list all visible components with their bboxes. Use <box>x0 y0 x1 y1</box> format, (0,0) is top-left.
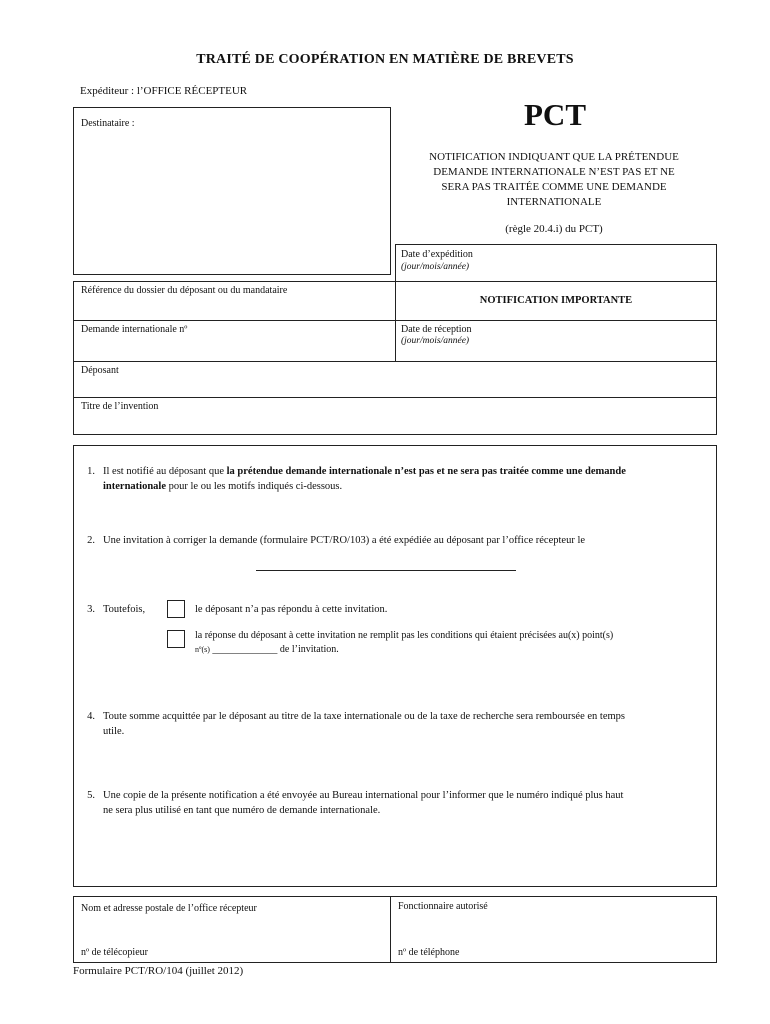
notice-title <box>395 150 713 210</box>
date-expedition-field[interactable] <box>395 244 717 282</box>
rule-reference: (règle 20.4.i) du PCT) <box>505 223 603 235</box>
item-4-text <box>103 709 711 739</box>
pct-heading: PCT <box>524 97 586 132</box>
notice-line: NOTIFICATION INDIQUANT QUE LA PRÉTENDUE <box>429 151 679 163</box>
item-1-pre: Il est notifié au déposant que <box>103 466 227 477</box>
item-4-line-1: Toute somme acquittée par le déposant au titre de la taxe internationale ou de la taxe de recherche sera remboursée en temps <box>103 711 625 722</box>
points-blank[interactable]: _____________ <box>212 644 278 655</box>
item-number: 2. <box>87 535 95 546</box>
invention-title-label: Titre de l’invention <box>81 401 159 412</box>
authorized-officer-field[interactable] <box>390 896 717 963</box>
application-number-label: Demande internationale nº <box>81 324 188 335</box>
item-number: 1. <box>87 466 95 477</box>
reply-insufficient-checkbox[interactable] <box>167 630 185 648</box>
points-label: nº(s) <box>195 645 210 654</box>
item-3-option-2 <box>195 629 705 657</box>
office-address-field[interactable] <box>73 896 391 963</box>
important-notice-cell <box>395 281 717 321</box>
phone-label: nº de téléphone <box>398 947 460 958</box>
item-1-bold-end: internationale <box>103 481 166 492</box>
item-number: 5. <box>87 790 95 801</box>
applicant-label: Déposant <box>81 365 119 376</box>
office-address-label: Nom et adresse postale de l’office récepteur <box>81 903 257 914</box>
recipient-label: Destinataire : <box>81 118 135 129</box>
item-5-line-2: ne sera plus utilisé en tant que numéro de demande internationale. <box>103 805 381 816</box>
form-title: TRAITÉ DE COOPÉRATION EN MATIÈRE DE BREVETS <box>196 52 574 67</box>
item-1-post: pour le ou les motifs indiqués ci-dessous. <box>166 481 343 492</box>
item-3-label: Toutefois, <box>103 604 146 615</box>
important-notice-label: NOTIFICATION IMPORTANTE <box>479 295 633 306</box>
authorized-officer-label: Fonctionnaire autorisé <box>398 901 488 912</box>
date-reception-field[interactable] <box>395 320 717 362</box>
application-number-field[interactable] <box>73 320 396 362</box>
item-4-line-2: utile. <box>103 726 125 737</box>
applicant-field[interactable] <box>73 361 717 398</box>
notice-line: DEMANDE INTERNATIONALE N’EST PAS ET NE <box>433 166 675 178</box>
item-number: 4. <box>87 711 95 722</box>
notification-body <box>73 445 717 887</box>
item-5-text <box>103 788 711 818</box>
item-number: 3. <box>87 604 95 615</box>
date-format-hint: (jour/mois/année) <box>401 336 470 346</box>
date-blank-line[interactable] <box>256 570 516 571</box>
reference-field[interactable] <box>73 281 396 321</box>
item-5-line-1: Une copie de la présente notification a été envoyée au Bureau international pour l’informer que le numéro indiqué plus haut <box>103 790 624 801</box>
item-3-option-2-a: la réponse du déposant à cette invitation ne remplit pas les conditions qui étaient précisées au(x) point(s) <box>195 630 614 641</box>
fax-label: nº de télécopieur <box>81 947 148 958</box>
item-3-option-2-b: de l’invitation. <box>279 644 339 655</box>
form-identifier: Formulaire PCT/RO/104 (juillet 2012) <box>73 965 244 977</box>
item-2-text: Une invitation à corriger la demande (formulaire PCT/RO/103) a été expédiée au déposant par l’office récepteur le <box>103 535 586 546</box>
no-reply-checkbox[interactable] <box>167 600 185 618</box>
item-3-option-1: le déposant n’a pas répondu à cette invitation. <box>195 604 388 615</box>
reference-label: Référence du dossier du déposant ou du mandataire <box>81 285 288 296</box>
sender-line: Expéditeur : l’OFFICE RÉCEPTEUR <box>80 85 248 97</box>
recipient-box[interactable] <box>73 107 391 275</box>
notice-line: INTERNATIONALE <box>506 196 602 208</box>
item-1-bold: la prétendue demande internationale n’est pas et ne sera pas traitée comme une demande <box>226 466 626 477</box>
date-format-hint: (jour/mois/année) <box>401 262 470 272</box>
item-1-text <box>103 464 711 494</box>
notice-line: SERA PAS TRAITÉE COMME UNE DEMANDE <box>441 181 667 193</box>
date-reception-label: Date de réception <box>401 324 472 335</box>
date-expedition-label: Date d’expédition <box>401 249 473 260</box>
invention-title-field[interactable] <box>73 397 717 435</box>
